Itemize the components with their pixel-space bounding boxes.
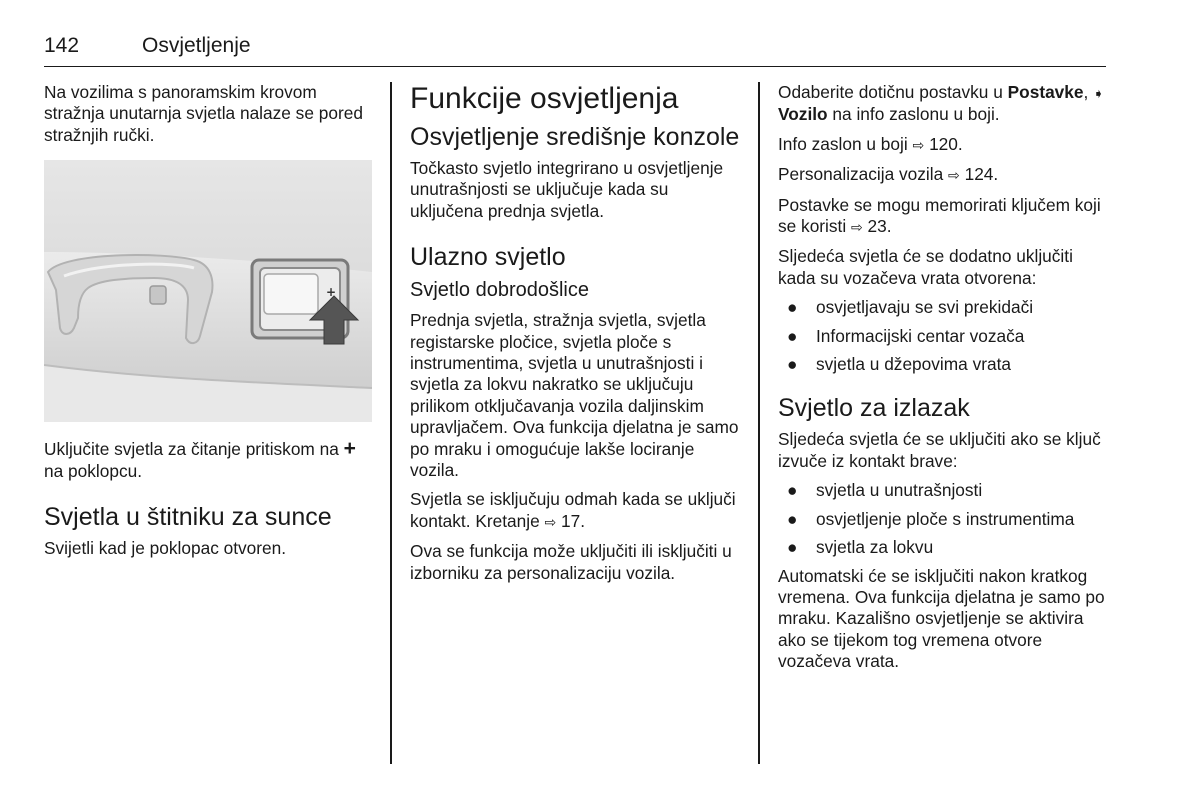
list-item: ● svjetla u unutrašnjosti <box>787 480 983 501</box>
page-number: 142 <box>44 34 80 57</box>
column-right <box>778 82 1108 681</box>
bullet-icon: ● <box>787 537 798 558</box>
bullet-icon: ● <box>787 480 798 501</box>
page-reference-icon: ⇨ <box>948 167 960 184</box>
column-divider-1 <box>390 82 392 764</box>
page-header <box>44 34 1106 67</box>
bullet-icon: ● <box>787 508 798 529</box>
column-divider-2 <box>758 82 760 764</box>
exit-light-list <box>778 480 1108 558</box>
plus-icon: + <box>343 437 356 461</box>
main-heading: Funkcije osvjetljenja <box>410 82 679 115</box>
list-item: ● osvjetljavaju se svi prekidači <box>787 297 1034 318</box>
exit-light-text: Sljedeća svjetla će se uključiti ako se ključ izvuče iz kontakt brave: <box>778 429 1101 471</box>
list-item: ● osvjetljenje ploče s instrumentima <box>787 508 1075 529</box>
welcome-light-text: Prednja svjetla, stražnja svjetla, svjetla registarske pločice, svjetla ploče s instrumentima, svjetla u unutrašnjosti i svjetla za lokvu nakratko se uključuju prilikom otključavanja vozila daljinskim upravljačem. Ova funkcija djelatna je samo po mraku i omogućuje lakše lociranje vozila. <box>410 310 739 481</box>
door-open-text: Sljedeća svjetla će se dodatno uključiti kada su vozačeva vrata otvorena: <box>778 246 1073 288</box>
reading-light-caption: Uključite svjetla za čitanje pritiskom na + na poklopcu. <box>44 437 356 481</box>
page-title: Osvjetljenje <box>142 34 251 57</box>
page-reference-icon: ⇨ <box>851 219 863 236</box>
sun-visor-text: Svijetli kad je poklopac otvoren. <box>44 538 287 559</box>
page-reference: 17. <box>561 510 586 531</box>
list-item: ● svjetla za lokvu <box>787 537 934 558</box>
column-left <box>44 82 374 567</box>
svg-text:+: + <box>326 285 337 300</box>
column-middle <box>410 82 745 592</box>
reading-light-illustration <box>44 160 372 422</box>
intro-paragraph: Na vozilima s panoramskim krovom stražnja unutarnja svjetla nalaze se pored stražnjih ručki. <box>44 82 363 145</box>
bullet-icon: ● <box>787 297 798 318</box>
console-light-heading: Osvjetljenje središnje konzole <box>410 123 740 151</box>
list-item: ● svjetla u džepovima vrata <box>787 354 1011 375</box>
page-reference-icon: ⇨ <box>544 513 557 530</box>
page-reference-icon: ⇨ <box>912 136 925 153</box>
bullet-icon: ● <box>787 354 798 375</box>
vehicle-menu-label: Vozilo <box>778 104 828 125</box>
menu-arrow-icon: ➧ <box>1093 86 1105 101</box>
lights-off-text: Svjetla se isključuju odmah kada se uključi kontakt. Kretanje ⇨ 17. <box>410 489 736 531</box>
personalization-ref: Personalizacija vozila ⇨ 124. <box>778 164 999 185</box>
console-light-text: Točkasto svjetlo integrirano u osvjetljenje unutrašnjosti se uključuje kada su uključena prednja svjetla. <box>410 158 724 221</box>
entry-light-heading: Ulazno svjetlo <box>410 243 566 272</box>
welcome-light-heading: Svjetlo dobrodošlice <box>410 279 589 302</box>
list-item: ● Informacijski centar vozača <box>787 325 1025 346</box>
exit-light-heading: Svjetlo za izlazak <box>778 394 970 423</box>
bullet-icon: ● <box>787 325 798 346</box>
sun-visor-heading: Svjetla u štitniku za sunce <box>44 503 332 532</box>
info-display-ref: Info zaslon u boji ⇨ 120. <box>778 133 963 154</box>
door-open-list <box>778 297 1108 375</box>
settings-menu-label: Postavke <box>1007 82 1084 102</box>
personalization-text: Ova se funkcija može uključiti ili isključiti u izborniku za personalizaciju vozila. <box>410 541 732 583</box>
key-memory-ref: Postavke se mogu memorirati ključem koji se koristi ⇨ 23. <box>778 194 1101 237</box>
settings-instruction: Odaberite dotičnu postavku u Postavke, ➧ Vozilo na info zaslonu u boji. <box>778 82 1105 125</box>
auto-off-text: Automatski će se isključiti nakon kratkog vremena. Ova funkcija djelatna je samo po mraku. Kazališno osvjetljenje se aktivira ako se tijekom tog vremena otvore vozačeva vrata. <box>778 565 1105 672</box>
